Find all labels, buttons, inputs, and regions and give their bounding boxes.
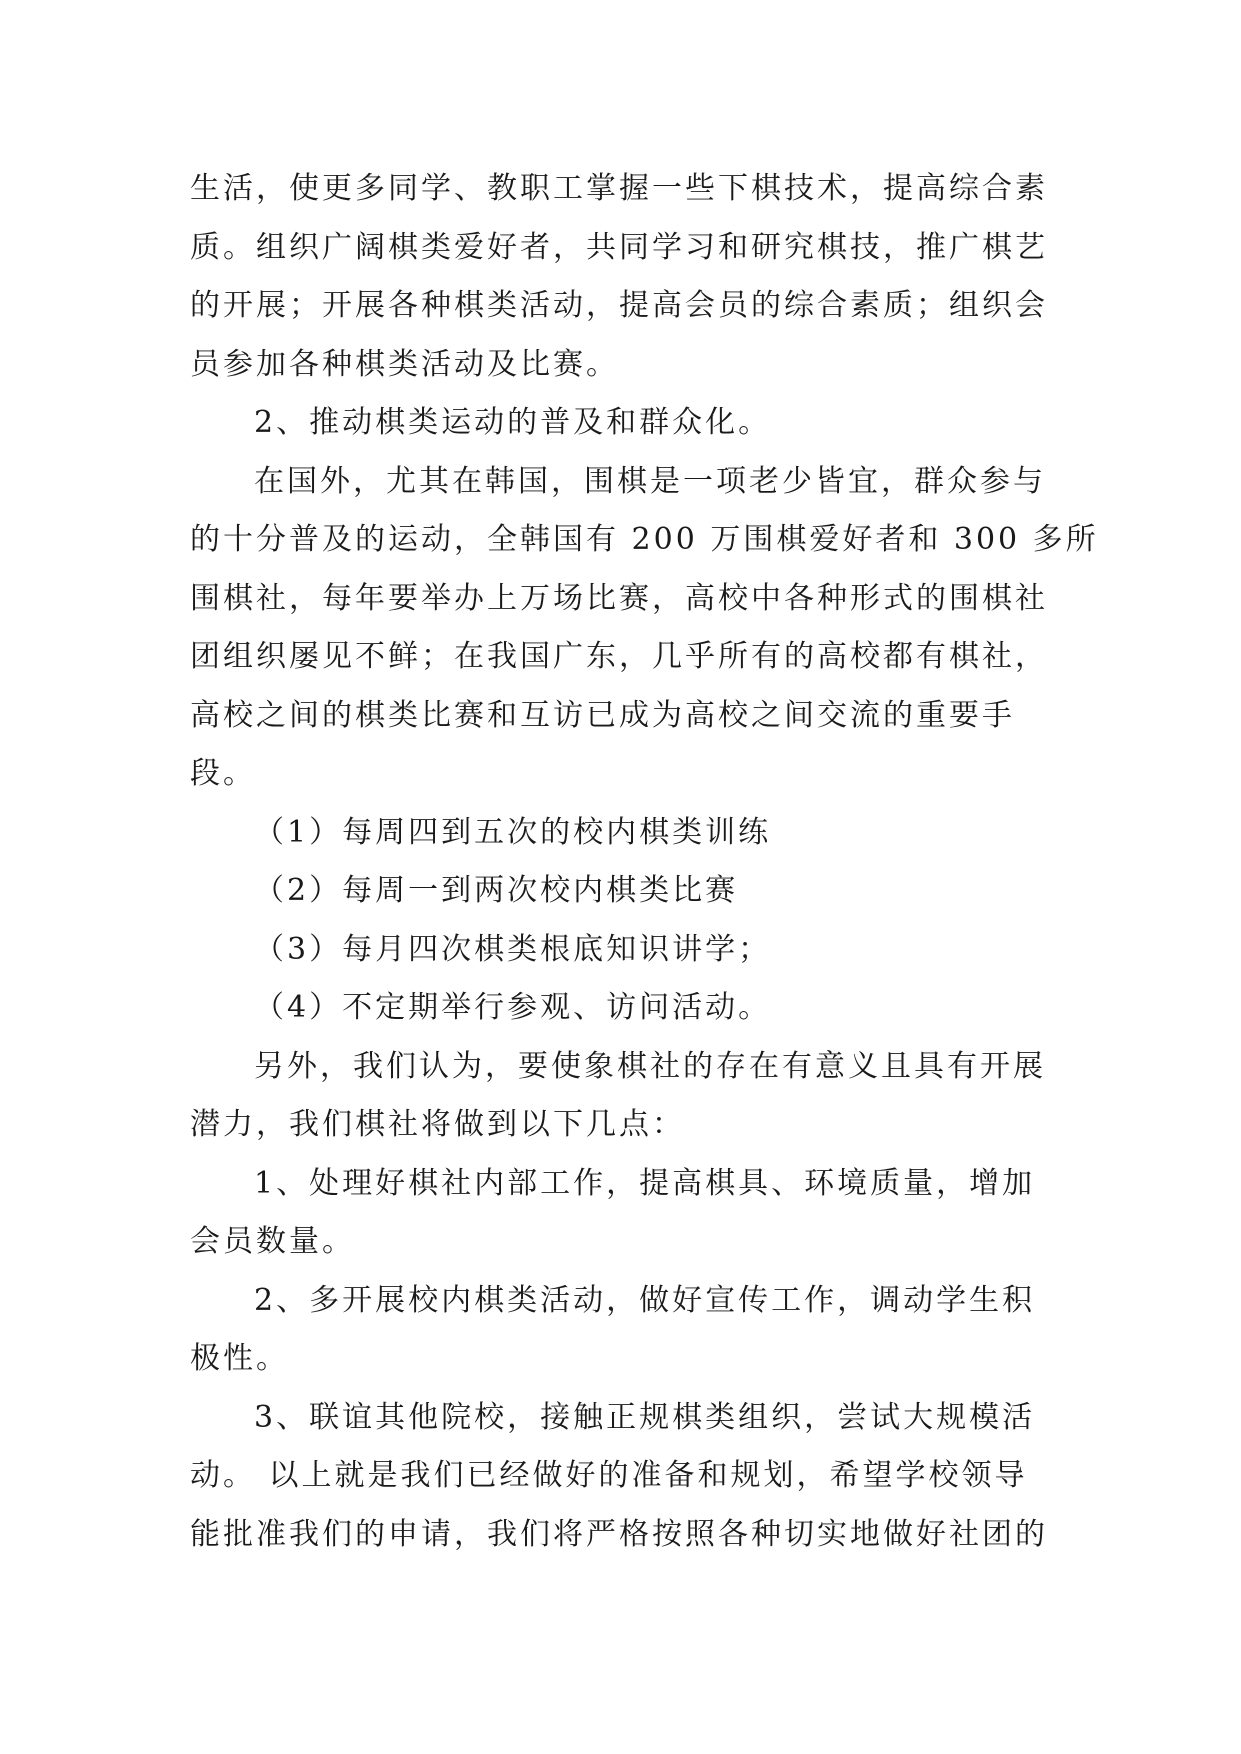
text-line: 2、推动棋类运动的普及和群众化。 [254, 405, 772, 440]
text-line: （4）不定期举行参观、访问活动。 [254, 990, 772, 1025]
text-line: 潜力，我们棋社将做到以下几点： [190, 1107, 685, 1142]
text-line: 会员数量。 [190, 1224, 355, 1259]
text-line: 质。组织广阔棋类爱好者，共同学习和研究棋技，推广棋艺 [190, 229, 1048, 265]
text-line: 员参加各种棋类活动及比赛。 [190, 346, 619, 382]
text-line: 极性。 [190, 1341, 289, 1376]
text-line: 3、联谊其他院校，接触正规棋类组织，尝试大规模活 [254, 1399, 1036, 1435]
text-line: 的开展；开展各种棋类活动，提高会员的综合素质；组织会 [190, 288, 1048, 323]
text-line: 另外，我们认为，要使象棋社的存在有意义且具有开展 [254, 1048, 1046, 1084]
text-line: 生活，使更多同学、教职工掌握一些下棋技术，提高综合素 [190, 171, 1048, 206]
text-line: 团组织屡见不鲜；在我国广东，几乎所有的高校都有棋社， [190, 639, 1048, 674]
text-line: 动。 以上就是我们已经做好的准备和规划，希望学校领导 [190, 1458, 1028, 1493]
text-line: （2）每周一到两次校内棋类比赛 [254, 873, 739, 908]
text-line: 能批准我们的申请，我们将严格按照各种切实地做好社团的 [190, 1516, 1048, 1552]
text-line: 段。 [190, 756, 256, 791]
text-line: 2、多开展校内棋类活动，做好宣传工作，调动学生积 [254, 1282, 1036, 1318]
text-line: 高校之间的棋类比赛和互访已成为高校之间交流的重要手 [190, 697, 1015, 733]
text-line: （1）每周四到五次的校内棋类训练 [254, 814, 772, 850]
text-line: 1、处理好棋社内部工作，提高棋具、环境质量，增加 [254, 1165, 1036, 1201]
text-line: 的十分普及的运动，全韩国有 200 万围棋爱好者和 300 多所 [190, 522, 1099, 557]
text-line: 在国外，尤其在韩国，围棋是一项老少皆宜，群众参与 [254, 463, 1046, 499]
document-body [190, 160, 1099, 1564]
text-line: （3）每月四次棋类根底知识讲学； [254, 931, 772, 967]
text-line: 围棋社，每年要举办上万场比赛，高校中各种形式的围棋社 [190, 580, 1048, 616]
